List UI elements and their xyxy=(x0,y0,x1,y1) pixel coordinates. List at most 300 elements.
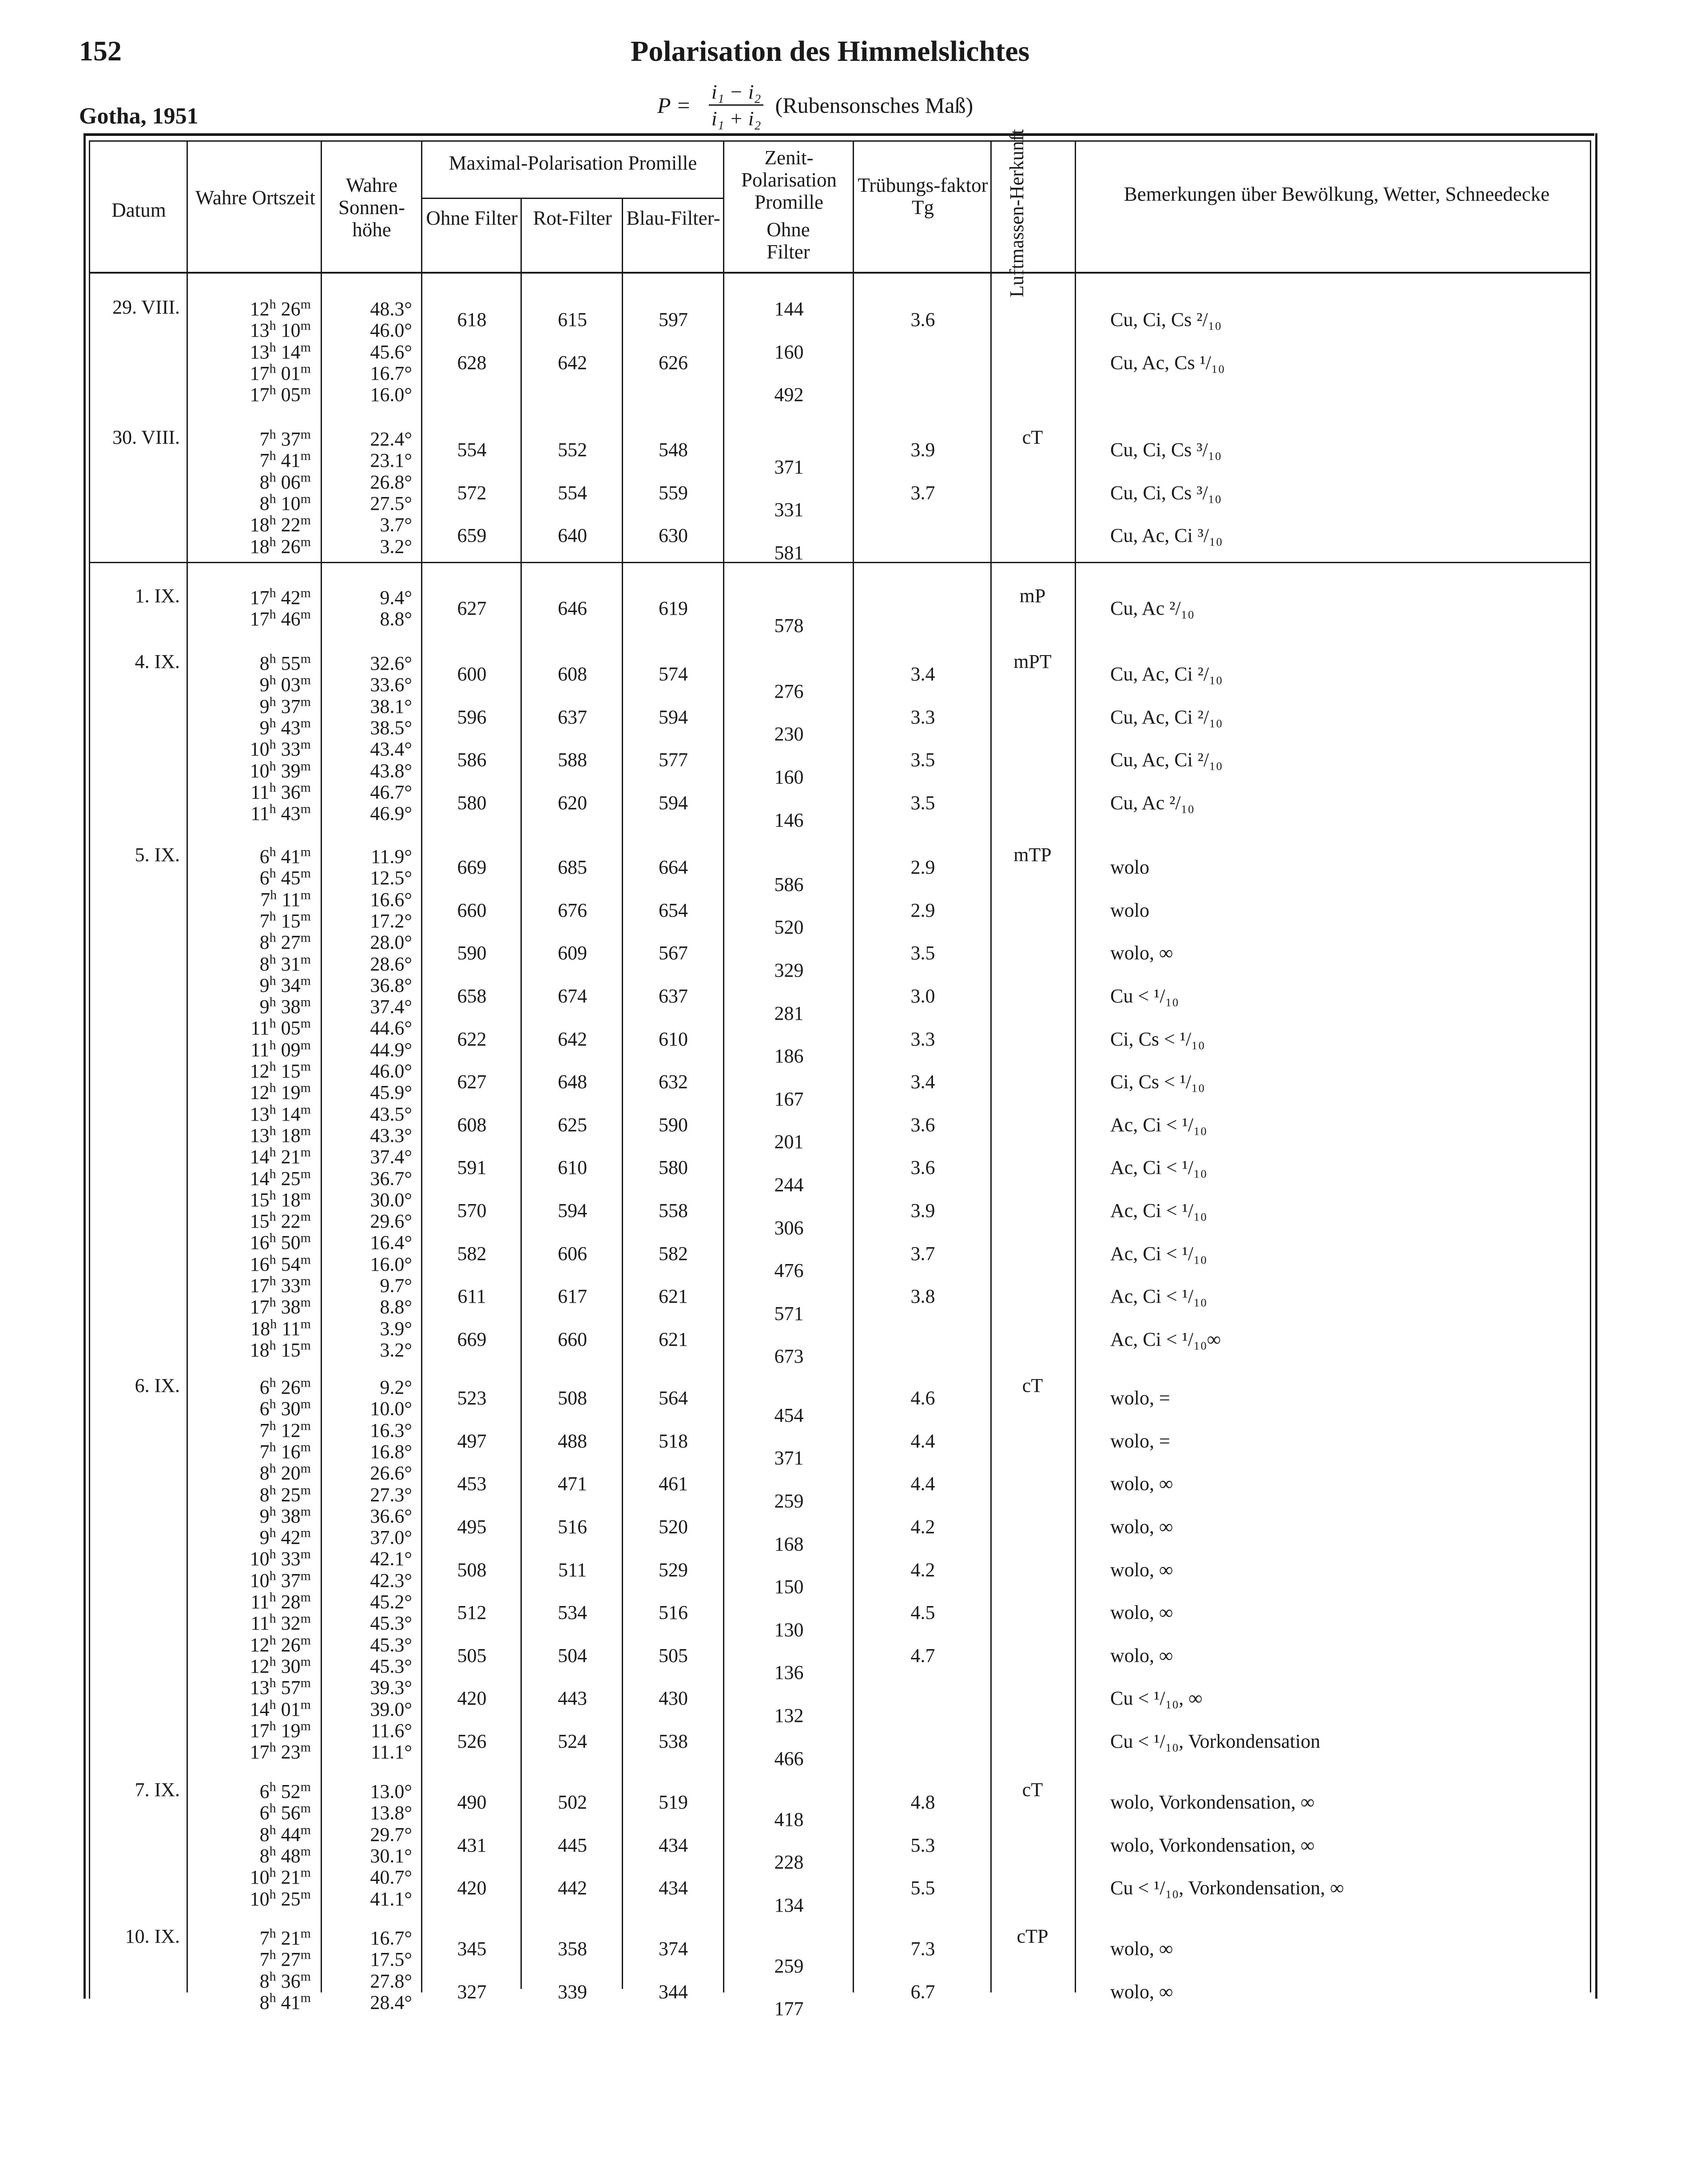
sonnenhoehe-value: 11.1° xyxy=(371,1741,412,1763)
bemerkung-value: Cu, Ac, Ci ²/₁₀ xyxy=(1110,706,1223,728)
header-sonnenhoehe: Wahre Sonnen-höhe xyxy=(338,174,405,241)
maxpol-rot-value: 502 xyxy=(558,1791,587,1813)
maxpol-blau-value: 434 xyxy=(659,1834,688,1856)
formula-numerator: i₁ − i₂ xyxy=(709,80,764,106)
luftmassen-value: cT xyxy=(1022,426,1043,448)
rule-right-outer xyxy=(1595,133,1597,1999)
row-date: 29. VIII. xyxy=(112,296,180,318)
zenit-value: 167 xyxy=(774,1088,804,1110)
ortszeit-value: 11$^h$ 36$^m$ xyxy=(250,780,311,803)
ortszeit-value: 15$^h$ 18$^m$ xyxy=(250,1188,311,1211)
rule-left-inner xyxy=(89,140,90,1999)
rule-col2 xyxy=(321,140,322,1992)
zenit-value: 581 xyxy=(774,541,804,564)
maxpol-blau-value: 619 xyxy=(659,597,688,620)
maxpol-ohne-value: 431 xyxy=(457,1834,487,1856)
maxpol-rot-value: 442 xyxy=(558,1877,587,1899)
zenit-value: 146 xyxy=(774,809,804,831)
rule-col3 xyxy=(421,140,422,1992)
ortszeit-value: 7$^h$ 16$^m$ xyxy=(259,1439,311,1463)
sonnenhoehe-value: 32.6° xyxy=(370,652,412,674)
maxpol-blau-value: 520 xyxy=(659,1515,688,1538)
sonnenhoehe-value: 28.4° xyxy=(370,1991,412,2013)
bemerkung-value: Cu < ¹/₁₀, ∞ xyxy=(1110,1687,1203,1710)
truebung-value: 4.2 xyxy=(910,1559,935,1581)
ortszeit-value: 13$^h$ 14$^m$ xyxy=(250,339,311,363)
maxpol-blau-value: 434 xyxy=(659,1877,688,1899)
ortszeit-value: 13$^h$ 57$^m$ xyxy=(250,1675,311,1699)
maxpol-blau-value: 594 xyxy=(659,706,688,728)
ortszeit-value: 6$^h$ 45$^m$ xyxy=(259,866,311,889)
ortszeit-value: 8$^h$ 44$^m$ xyxy=(259,1822,311,1845)
truebung-value: 5.5 xyxy=(910,1877,935,1899)
ortszeit-value: 13$^h$ 14$^m$ xyxy=(250,1101,311,1125)
sonnenhoehe-value: 16.6° xyxy=(370,888,412,911)
bemerkung-value: Ac, Ci < ¹/₁₀ xyxy=(1110,1242,1207,1264)
maxpol-ohne-value: 608 xyxy=(457,1113,487,1136)
sonnenhoehe-value: 33.6° xyxy=(370,674,412,696)
maxpol-rot-value: 625 xyxy=(558,1113,587,1136)
truebung-value: 3.6 xyxy=(910,309,935,331)
rule-col5 xyxy=(622,199,623,1989)
sonnenhoehe-value: 12.5° xyxy=(370,867,412,889)
ortszeit-value: 12$^h$ 26$^m$ xyxy=(250,1632,311,1656)
ortszeit-value: 7$^h$ 37$^m$ xyxy=(259,427,311,450)
row-date: 7. IX. xyxy=(135,1779,180,1801)
bemerkung-value: wolo, ∞ xyxy=(1110,1980,1173,2003)
zenit-value: 177 xyxy=(774,1998,804,2020)
maxpol-blau-value: 529 xyxy=(659,1559,688,1581)
maxpol-ohne-value: 622 xyxy=(457,1028,487,1050)
maxpol-ohne-value: 590 xyxy=(457,942,487,964)
bemerkung-value: Cu, Ac ²/₁₀ xyxy=(1110,791,1195,814)
sonnenhoehe-value: 45.9° xyxy=(370,1082,412,1104)
maxpol-rot-value: 358 xyxy=(558,1938,587,1960)
sonnenhoehe-value: 10.0° xyxy=(370,1398,412,1420)
sonnenhoehe-value: 16.0° xyxy=(370,1253,412,1275)
ortszeit-value: 12$^h$ 15$^m$ xyxy=(250,1059,311,1082)
bemerkung-value: Ci, Cs < ¹/₁₀ xyxy=(1110,1071,1205,1093)
ortszeit-value: 7$^h$ 27$^m$ xyxy=(259,1947,311,1971)
maxpol-rot-value: 516 xyxy=(558,1515,587,1538)
truebung-value: 3.7 xyxy=(910,1242,935,1264)
sonnenhoehe-value: 3.9° xyxy=(380,1317,412,1340)
sonnenhoehe-value: 26.8° xyxy=(370,471,412,493)
zenit-value: 476 xyxy=(774,1260,804,1282)
maxpol-rot-value: 660 xyxy=(558,1328,587,1350)
sonnenhoehe-value: 45.3° xyxy=(370,1634,412,1656)
maxpol-rot-value: 642 xyxy=(558,351,587,374)
sonnenhoehe-value: 48.3° xyxy=(370,298,412,320)
row-date: 6. IX. xyxy=(135,1375,180,1396)
ortszeit-value: 6$^h$ 26$^m$ xyxy=(259,1375,311,1398)
maxpol-blau-value: 548 xyxy=(659,439,688,461)
maxpol-blau-value: 374 xyxy=(659,1938,688,1960)
zenit-value: 586 xyxy=(774,873,804,895)
bemerkung-value: Cu, Ci, Cs ²/₁₀ xyxy=(1110,309,1222,331)
maxpol-ohne-value: 669 xyxy=(457,856,487,879)
truebung-value: 3.5 xyxy=(910,942,935,964)
zenit-value: 144 xyxy=(774,298,804,320)
zenit-value: 160 xyxy=(774,766,804,788)
truebung-value: 3.4 xyxy=(910,1071,935,1093)
zenit-value: 329 xyxy=(774,959,804,981)
ortszeit-value: 17$^h$ 38$^m$ xyxy=(250,1295,311,1318)
sonnenhoehe-value: 29.7° xyxy=(370,1823,412,1845)
maxpol-rot-value: 615 xyxy=(558,309,587,331)
maxpol-ohne-value: 586 xyxy=(457,749,487,771)
ortszeit-value: 11$^h$ 43$^m$ xyxy=(250,801,311,825)
ortszeit-value: 16$^h$ 50$^m$ xyxy=(250,1230,311,1254)
bemerkung-value: wolo xyxy=(1110,899,1149,921)
maxpol-rot-value: 471 xyxy=(558,1473,587,1495)
formula-note: (Rubensonsches Maß) xyxy=(775,92,973,118)
truebung-value: 4.5 xyxy=(910,1602,935,1624)
maxpol-rot-value: 552 xyxy=(558,439,587,461)
maxpol-rot-value: 609 xyxy=(558,942,587,964)
bemerkung-value: Ac, Ci < ¹/₁₀ xyxy=(1110,1113,1207,1136)
truebung-value: 3.7 xyxy=(910,481,935,504)
ortszeit-value: 14$^h$ 01$^m$ xyxy=(250,1697,311,1720)
zenit-value: 132 xyxy=(774,1704,804,1726)
maxpol-blau-value: 590 xyxy=(659,1113,688,1136)
luftmassen-value: mTP xyxy=(1013,844,1052,866)
zenit-value: 281 xyxy=(774,1002,804,1024)
row-date: 5. IX. xyxy=(135,844,180,866)
truebung-value: 4.7 xyxy=(910,1644,935,1666)
header-datum: Datum xyxy=(111,199,166,221)
maxpol-ohne-value: 420 xyxy=(457,1877,487,1899)
maxpol-ohne-value: 611 xyxy=(457,1285,486,1308)
ortszeit-value: 17$^h$ 05$^m$ xyxy=(250,382,311,406)
maxpol-rot-value: 504 xyxy=(558,1644,587,1666)
maxpol-rot-value: 674 xyxy=(558,985,587,1007)
zenit-value: 244 xyxy=(774,1173,804,1196)
sonnenhoehe-value: 43.8° xyxy=(370,759,412,782)
sonnenhoehe-value: 27.3° xyxy=(370,1483,412,1506)
ortszeit-value: 18$^h$ 15$^m$ xyxy=(250,1338,311,1361)
maxpol-blau-value: 630 xyxy=(659,525,688,547)
ortszeit-value: 8$^h$ 06$^m$ xyxy=(259,469,311,493)
header-maxpol: Maximal-Polarisation Promille xyxy=(449,152,697,174)
sonnenhoehe-value: 46.9° xyxy=(370,803,412,825)
bemerkung-value: wolo, = xyxy=(1110,1430,1170,1452)
sonnenhoehe-value: 16.8° xyxy=(370,1440,412,1463)
bemerkung-value: Cu, Ci, Cs ³/₁₀ xyxy=(1110,481,1222,504)
bemerkung-value: Cu, Ac, Cs ¹/₁₀ xyxy=(1110,351,1225,374)
maxpol-blau-value: 577 xyxy=(659,749,688,771)
maxpol-ohne-value: 512 xyxy=(457,1602,487,1624)
maxpol-blau-value: 632 xyxy=(659,1071,688,1093)
ortszeit-value: 17$^h$ 42$^m$ xyxy=(250,585,311,608)
maxpol-rot-value: 648 xyxy=(558,1071,587,1093)
ortszeit-value: 8$^h$ 25$^m$ xyxy=(259,1482,311,1506)
ortszeit-value: 14$^h$ 25$^m$ xyxy=(250,1166,311,1189)
sonnenhoehe-value: 16.7° xyxy=(370,362,412,384)
maxpol-blau-value: 518 xyxy=(659,1430,688,1452)
maxpol-rot-value: 443 xyxy=(558,1687,587,1710)
zenit-value: 454 xyxy=(774,1404,804,1426)
ortszeit-value: 9$^h$ 43$^m$ xyxy=(259,716,311,739)
maxpol-blau-value: 621 xyxy=(659,1328,688,1350)
maxpol-blau-value: 654 xyxy=(659,899,688,921)
bemerkung-value: wolo, Vorkondensation, ∞ xyxy=(1110,1791,1315,1813)
sonnenhoehe-value: 11.6° xyxy=(371,1719,412,1742)
zenit-value: 130 xyxy=(774,1618,804,1641)
bemerkung-value: wolo, ∞ xyxy=(1110,1515,1173,1538)
truebung-value: 3.9 xyxy=(910,1199,935,1221)
sonnenhoehe-value: 46.7° xyxy=(370,781,412,803)
ortszeit-value: 8$^h$ 10$^m$ xyxy=(259,491,311,514)
rule-col9 xyxy=(1075,140,1076,1992)
maxpol-ohne-value: 627 xyxy=(457,1071,487,1093)
truebung-value: 4.2 xyxy=(910,1515,935,1538)
sonnenhoehe-value: 37.4° xyxy=(370,996,412,1018)
maxpol-ohne-value: 570 xyxy=(457,1199,487,1221)
zenit-value: 134 xyxy=(774,1894,804,1916)
zenit-value: 259 xyxy=(774,1955,804,1977)
sonnenhoehe-value: 27.8° xyxy=(370,1970,412,1992)
ortszeit-value: 13$^h$ 10$^m$ xyxy=(250,318,311,342)
ortszeit-value: 7$^h$ 21$^m$ xyxy=(259,1926,311,1949)
ortszeit-value: 8$^h$ 20$^m$ xyxy=(259,1461,311,1484)
bemerkung-value: Cu < ¹/₁₀, Vorkondensation, ∞ xyxy=(1110,1877,1344,1899)
sonnenhoehe-value: 16.3° xyxy=(370,1419,412,1441)
maxpol-ohne-value: 523 xyxy=(457,1387,487,1409)
page-number: 152 xyxy=(79,35,122,67)
ortszeit-value: 18$^h$ 11$^m$ xyxy=(250,1316,311,1340)
ortszeit-value: 9$^h$ 42$^m$ xyxy=(259,1525,311,1549)
maxpol-blau-value: 564 xyxy=(659,1387,688,1409)
ortszeit-value: 7$^h$ 12$^m$ xyxy=(259,1418,311,1441)
sonnenhoehe-value: 11.9° xyxy=(371,846,412,867)
maxpol-rot-value: 554 xyxy=(558,481,587,504)
sonnenhoehe-value: 44.9° xyxy=(370,1038,412,1061)
maxpol-blau-value: 519 xyxy=(659,1791,688,1813)
sonnenhoehe-value: 27.5° xyxy=(370,492,412,514)
bemerkung-value: Cu < ¹/₁₀ xyxy=(1110,985,1179,1007)
sonnenhoehe-value: 45.6° xyxy=(370,341,412,363)
zenit-value: 418 xyxy=(774,1808,804,1830)
truebung-value: 3.6 xyxy=(910,1113,935,1136)
bemerkung-value: Cu, Ac, Ci ³/₁₀ xyxy=(1110,525,1223,547)
zenit-value: 578 xyxy=(774,614,804,636)
maxpol-rot-value: 594 xyxy=(558,1199,587,1221)
maxpol-ohne-value: 600 xyxy=(457,663,487,685)
ortszeit-value: 8$^h$ 48$^m$ xyxy=(259,1844,311,1867)
sonnenhoehe-value: 9.2° xyxy=(380,1376,412,1398)
maxpol-ohne-value: 618 xyxy=(457,309,487,331)
zenit-value: 520 xyxy=(774,916,804,938)
ortszeit-value: 8$^h$ 36$^m$ xyxy=(259,1968,311,1992)
maxpol-ohne-value: 669 xyxy=(457,1328,487,1350)
bemerkung-value: wolo, ∞ xyxy=(1110,942,1173,964)
bemerkung-value: Cu, Ac, Ci ²/₁₀ xyxy=(1110,749,1223,771)
zenit-value: 259 xyxy=(774,1490,804,1512)
ortszeit-value: 10$^h$ 25$^m$ xyxy=(250,1886,311,1910)
maxpol-subrule xyxy=(422,198,724,199)
bemerkung-value: wolo, ∞ xyxy=(1110,1559,1173,1581)
maxpol-blau-value: 582 xyxy=(659,1242,688,1264)
bemerkung-value: Ac, Ci < ¹/₁₀ xyxy=(1110,1285,1207,1308)
ortszeit-value: 9$^h$ 37$^m$ xyxy=(259,694,311,717)
ortszeit-value: 10$^h$ 37$^m$ xyxy=(250,1568,311,1591)
sonnenhoehe-value: 39.3° xyxy=(370,1677,412,1699)
maxpol-rot-value: 508 xyxy=(558,1387,587,1409)
sonnenhoehe-value: 8.8° xyxy=(380,608,412,630)
ortszeit-value: 12$^h$ 26$^m$ xyxy=(250,297,311,320)
maxpol-rot-value: 637 xyxy=(558,706,587,728)
sonnenhoehe-value: 38.1° xyxy=(370,695,412,717)
bemerkung-value: wolo, ∞ xyxy=(1110,1644,1173,1666)
truebung-value: 3.9 xyxy=(910,439,935,461)
truebung-value: 3.6 xyxy=(910,1157,935,1179)
ortszeit-value: 10$^h$ 33$^m$ xyxy=(250,1547,311,1570)
maxpol-ohne-value: 658 xyxy=(457,985,487,1007)
formula xyxy=(657,80,973,130)
sonnenhoehe-value: 3.7° xyxy=(380,514,412,536)
sonnenhoehe-value: 37.0° xyxy=(370,1527,412,1549)
maxpol-rot-value: 511 xyxy=(558,1559,587,1581)
row-date: 4. IX. xyxy=(135,651,180,672)
sonnenhoehe-value: 16.7° xyxy=(370,1927,412,1949)
zenit-value: 331 xyxy=(774,499,804,521)
ortszeit-value: 11$^h$ 09$^m$ xyxy=(250,1038,311,1061)
ortszeit-value: 10$^h$ 33$^m$ xyxy=(250,737,311,760)
maxpol-ohne-value: 596 xyxy=(457,706,487,728)
sonnenhoehe-value: 16.4° xyxy=(370,1232,412,1254)
bemerkung-value: Ac, Ci < ¹/₁₀ xyxy=(1110,1157,1207,1179)
maxpol-blau-value: 610 xyxy=(659,1028,688,1050)
maxpol-blau-value: 505 xyxy=(659,1644,688,1666)
sonnenhoehe-value: 43.4° xyxy=(370,738,412,760)
sonnenhoehe-value: 39.0° xyxy=(370,1698,412,1720)
row-date: 1. IX. xyxy=(135,585,180,607)
formula-fraction xyxy=(709,80,764,130)
header-bemerkungen: Bemerkungen über Bewölkung, Wetter, Schneedecke xyxy=(1124,183,1550,205)
row-date: 30. VIII. xyxy=(112,426,180,448)
maxpol-rot-value: 676 xyxy=(558,899,587,921)
formula-lhs: P = xyxy=(657,92,691,118)
maxpol-rot-value: 640 xyxy=(558,525,587,547)
sonnenhoehe-value: 43.3° xyxy=(370,1124,412,1146)
maxpol-rot-value: 620 xyxy=(558,791,587,814)
ortszeit-value: 9$^h$ 38$^m$ xyxy=(259,1504,311,1527)
maxpol-ohne-value: 508 xyxy=(457,1559,487,1581)
maxpol-blau-value: 538 xyxy=(659,1730,688,1752)
truebung-value: 3.8 xyxy=(910,1285,935,1308)
maxpol-blau-value: 567 xyxy=(659,942,688,964)
maxpol-rot-value: 685 xyxy=(558,856,587,879)
sonnenhoehe-value: 17.5° xyxy=(370,1948,412,1971)
sonnenhoehe-value: 43.5° xyxy=(370,1103,412,1125)
truebung-value: 3.5 xyxy=(910,749,935,771)
maxpol-ohne-value: 420 xyxy=(457,1687,487,1710)
maxpol-ohne-value: 327 xyxy=(457,1980,487,2003)
maxpol-rot-value: 488 xyxy=(558,1430,587,1452)
sonnenhoehe-value: 3.2° xyxy=(380,1339,412,1361)
maxpol-ohne-value: 572 xyxy=(457,481,487,504)
maxpol-ohne-value: 497 xyxy=(457,1430,487,1452)
maxpol-rot-value: 524 xyxy=(558,1730,587,1752)
bemerkung-value: wolo xyxy=(1110,856,1149,879)
sonnenhoehe-value: 36.6° xyxy=(370,1505,412,1527)
ortszeit-value: 10$^h$ 39$^m$ xyxy=(250,758,311,782)
luftmassen-value: mP xyxy=(1019,585,1046,607)
sonnenhoehe-value: 22.4° xyxy=(370,428,412,450)
sonnenhoehe-value: 42.1° xyxy=(370,1548,412,1570)
sonnenhoehe-value: 28.0° xyxy=(370,931,412,954)
maxpol-ohne-value: 495 xyxy=(457,1515,487,1538)
ortszeit-value: 7$^h$ 15$^m$ xyxy=(259,909,311,932)
table-top-rule-inner xyxy=(89,140,1590,142)
zenit-value: 230 xyxy=(774,723,804,745)
sonnenhoehe-value: 9.4° xyxy=(380,587,412,608)
zenit-value: 673 xyxy=(774,1345,804,1368)
zenit-value: 160 xyxy=(774,341,804,363)
page-title: Polarisation des Himmelslichtes xyxy=(631,35,1030,68)
zenit-value: 571 xyxy=(774,1302,804,1324)
ortszeit-value: 17$^h$ 33$^m$ xyxy=(250,1273,311,1296)
maxpol-blau-value: 637 xyxy=(659,985,688,1007)
zenit-value: 150 xyxy=(774,1576,804,1598)
truebung-value: 4.4 xyxy=(910,1473,935,1495)
maxpol-blau-value: 597 xyxy=(659,309,688,331)
bemerkung-value: wolo, ∞ xyxy=(1110,1602,1173,1624)
bemerkung-value: Ac, Ci < ¹/₁₀∞ xyxy=(1110,1328,1221,1350)
ortszeit-value: 14$^h$ 21$^m$ xyxy=(250,1145,311,1168)
maxpol-ohne-value: 660 xyxy=(457,899,487,921)
header-truebung: Trübungs-faktor Tg xyxy=(858,174,988,219)
table-top-rule xyxy=(84,133,1594,136)
maxpol-blau-value: 626 xyxy=(659,351,688,374)
maxpol-ohne-value: 580 xyxy=(457,791,487,814)
maxpol-blau-value: 344 xyxy=(659,1980,688,2003)
ortszeit-value: 15$^h$ 22$^m$ xyxy=(250,1209,311,1233)
ortszeit-value: 8$^h$ 41$^m$ xyxy=(259,1990,311,2013)
ortszeit-value: 7$^h$ 41$^m$ xyxy=(259,448,311,472)
ortszeit-value: 11$^h$ 28$^m$ xyxy=(250,1590,311,1613)
rule-right-inner xyxy=(1590,140,1591,1992)
zenit-value: 228 xyxy=(774,1851,804,1873)
truebung-value: 3.3 xyxy=(910,1028,935,1050)
ortszeit-value: 17$^h$ 46$^m$ xyxy=(250,607,311,630)
sonnenhoehe-value: 29.6° xyxy=(370,1210,412,1233)
sonnenhoehe-value: 8.8° xyxy=(380,1296,412,1318)
maxpol-ohne-value: 490 xyxy=(457,1791,487,1813)
maxpol-blau-value: 516 xyxy=(659,1602,688,1624)
sonnenhoehe-value: 28.6° xyxy=(370,953,412,975)
ortszeit-value: 6$^h$ 56$^m$ xyxy=(259,1801,311,1824)
maxpol-blau-value: 594 xyxy=(659,791,688,814)
ortszeit-value: 18$^h$ 22$^m$ xyxy=(250,513,311,536)
header-zenit: Zenit-Polarisation Promille xyxy=(741,147,837,213)
ortszeit-value: 6$^h$ 30$^m$ xyxy=(259,1396,311,1420)
maxpol-ohne-value: 591 xyxy=(457,1157,487,1179)
sonnenhoehe-value: 46.0° xyxy=(370,319,412,342)
maxpol-rot-value: 606 xyxy=(558,1242,587,1264)
maxpol-rot-value: 642 xyxy=(558,1028,587,1050)
sonnenhoehe-value: 38.5° xyxy=(370,716,412,739)
zenit-value: 466 xyxy=(774,1747,804,1769)
sonnenhoehe-value: 3.2° xyxy=(380,535,412,557)
truebung-value: 3.4 xyxy=(910,663,935,685)
bemerkung-value: Ac, Ci < ¹/₁₀ xyxy=(1110,1199,1207,1221)
rule-col6 xyxy=(723,140,724,1992)
ortszeit-value: 8$^h$ 55$^m$ xyxy=(259,651,311,674)
maxpol-blau-value: 558 xyxy=(659,1199,688,1221)
maxpol-rot-value: 588 xyxy=(558,749,587,771)
